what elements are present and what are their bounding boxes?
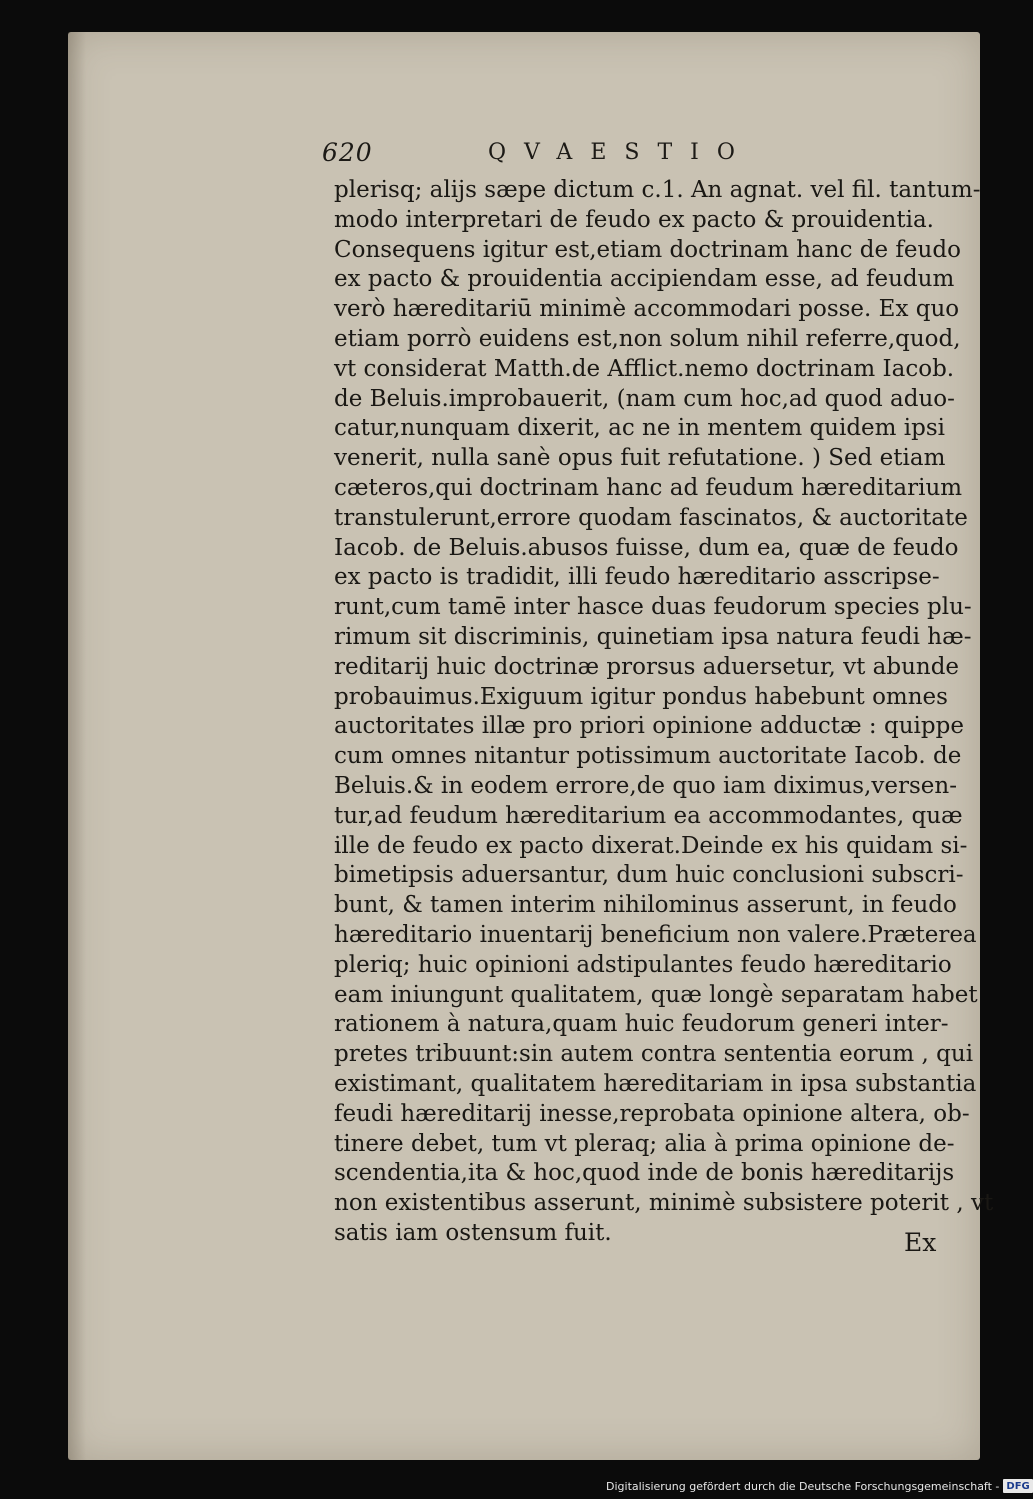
text-line: cæteros,qui doctrinam hanc ad feudum hæreditarium	[334, 474, 963, 501]
page-number: 620	[322, 138, 373, 167]
text-line: runt,cum tamē inter hasce duas feudorum species plu-	[334, 594, 972, 621]
text-line: pleriq; huic opinioni adstipulantes feudo hæreditario	[334, 951, 952, 978]
text-line: plerisq; alijs sæpe dictum c.1. An agnat. vel fil. tantum-	[334, 177, 981, 203]
text-line: bimetipsis aduersantur, dum huic conclusioni subscri-	[334, 862, 964, 889]
text-line: satis iam ostensum fuit.	[334, 1219, 612, 1246]
text-line: ex pacto is tradidit, illi feudo hæreditario asscripse-	[334, 564, 940, 591]
text-line: vt considerat Matth.de Afflict.nemo doctrinam Iacob.	[334, 355, 955, 382]
text-line: de Beluis.improbauerit, (nam cum hoc,ad quod aduo-	[334, 385, 955, 412]
text-line: hæreditario inuentarij beneficium non valere.Præterea	[334, 921, 977, 948]
gutter-shadow	[68, 32, 86, 1460]
running-head	[322, 138, 762, 178]
dfg-logo: DFG	[1003, 1479, 1032, 1493]
text-line: existimant, qualitatem hæreditariam in ipsa substantia	[334, 1070, 977, 1097]
catchword: Ex	[904, 1228, 937, 1257]
text-line: venerit, nulla sanè opus fuit refutatione. ) Sed etiam	[334, 445, 946, 472]
text-line: bunt, & tamen interim nihilominus asserunt, in feudo	[334, 892, 957, 919]
text-line: etiam porrò euidens est,non solum nihil referre,quod,	[334, 325, 961, 352]
text-line: catur,nunquam dixerit, ac ne in mentem quidem ipsi	[334, 415, 946, 442]
text-line: scendentia,ita & hoc,quod inde de bonis hæreditarijs	[334, 1160, 955, 1187]
credit-text: Digitalisierung gefördert durch die Deutsche Forschungsgemeinschaft -	[606, 1479, 1000, 1493]
text-line: cum omnes nitantur potissimum auctoritate Iacob. de	[334, 743, 962, 770]
text-line: probauimus.Exiguum igitur pondus habebunt omnes	[334, 683, 948, 710]
running-head-title: QVAESTIO	[488, 140, 753, 165]
text-line: Iacob. de Beluis.abusos fuisse, dum ea, quæ de feudo	[334, 534, 959, 561]
text-line: Consequens igitur est,etiam doctrinam hanc de feudo	[334, 236, 961, 263]
text-line: pretes tribuunt:sin autem contra sententia eorum , qui	[334, 1041, 974, 1068]
text-line: Beluis.& in eodem errore,de quo iam diximus,versen-	[334, 772, 957, 799]
text-line: feudi hæreditarij inesse,reprobata opinione altera, ob-	[334, 1100, 970, 1127]
digitization-credit	[606, 1477, 1030, 1495]
text-line: rimum sit discriminis, quinetiam ipsa natura feudi hæ-	[334, 623, 972, 650]
text-line: eam iniungunt qualitatem, quæ longè separatam habet	[334, 981, 978, 1008]
text-line: verò hæreditariū minimè accommodari posse. Ex quo	[334, 296, 960, 323]
text-line: non existentibus asserunt, minimè subsistere poterit , vt	[334, 1190, 994, 1217]
text-line: tinere debet, tum vt pleraq; alia à prima opinione de-	[334, 1130, 955, 1157]
text-line: tur,ad feudum hæreditarium ea accommodantes, quæ	[334, 802, 963, 829]
text-line: modo interpretari de feudo ex pacto & prouidentia.	[334, 206, 934, 233]
text-line: transtulerunt,errore quodam fascinatos, & auctoritate	[334, 504, 968, 531]
text-line: rationem à natura,quam huic feudorum generi inter-	[334, 1011, 949, 1038]
text-line: ex pacto & prouidentia accipiendam esse, ad feudum	[334, 266, 955, 293]
text-line: reditarij huic doctrinæ prorsus aduersetur, vt abunde	[334, 653, 960, 680]
text-line: auctoritates illæ pro priori opinione adductæ : quippe	[334, 713, 964, 740]
body-text	[334, 176, 994, 1249]
text-line: ille de feudo ex pacto dixerat.Deinde ex his quidam si-	[334, 832, 968, 859]
